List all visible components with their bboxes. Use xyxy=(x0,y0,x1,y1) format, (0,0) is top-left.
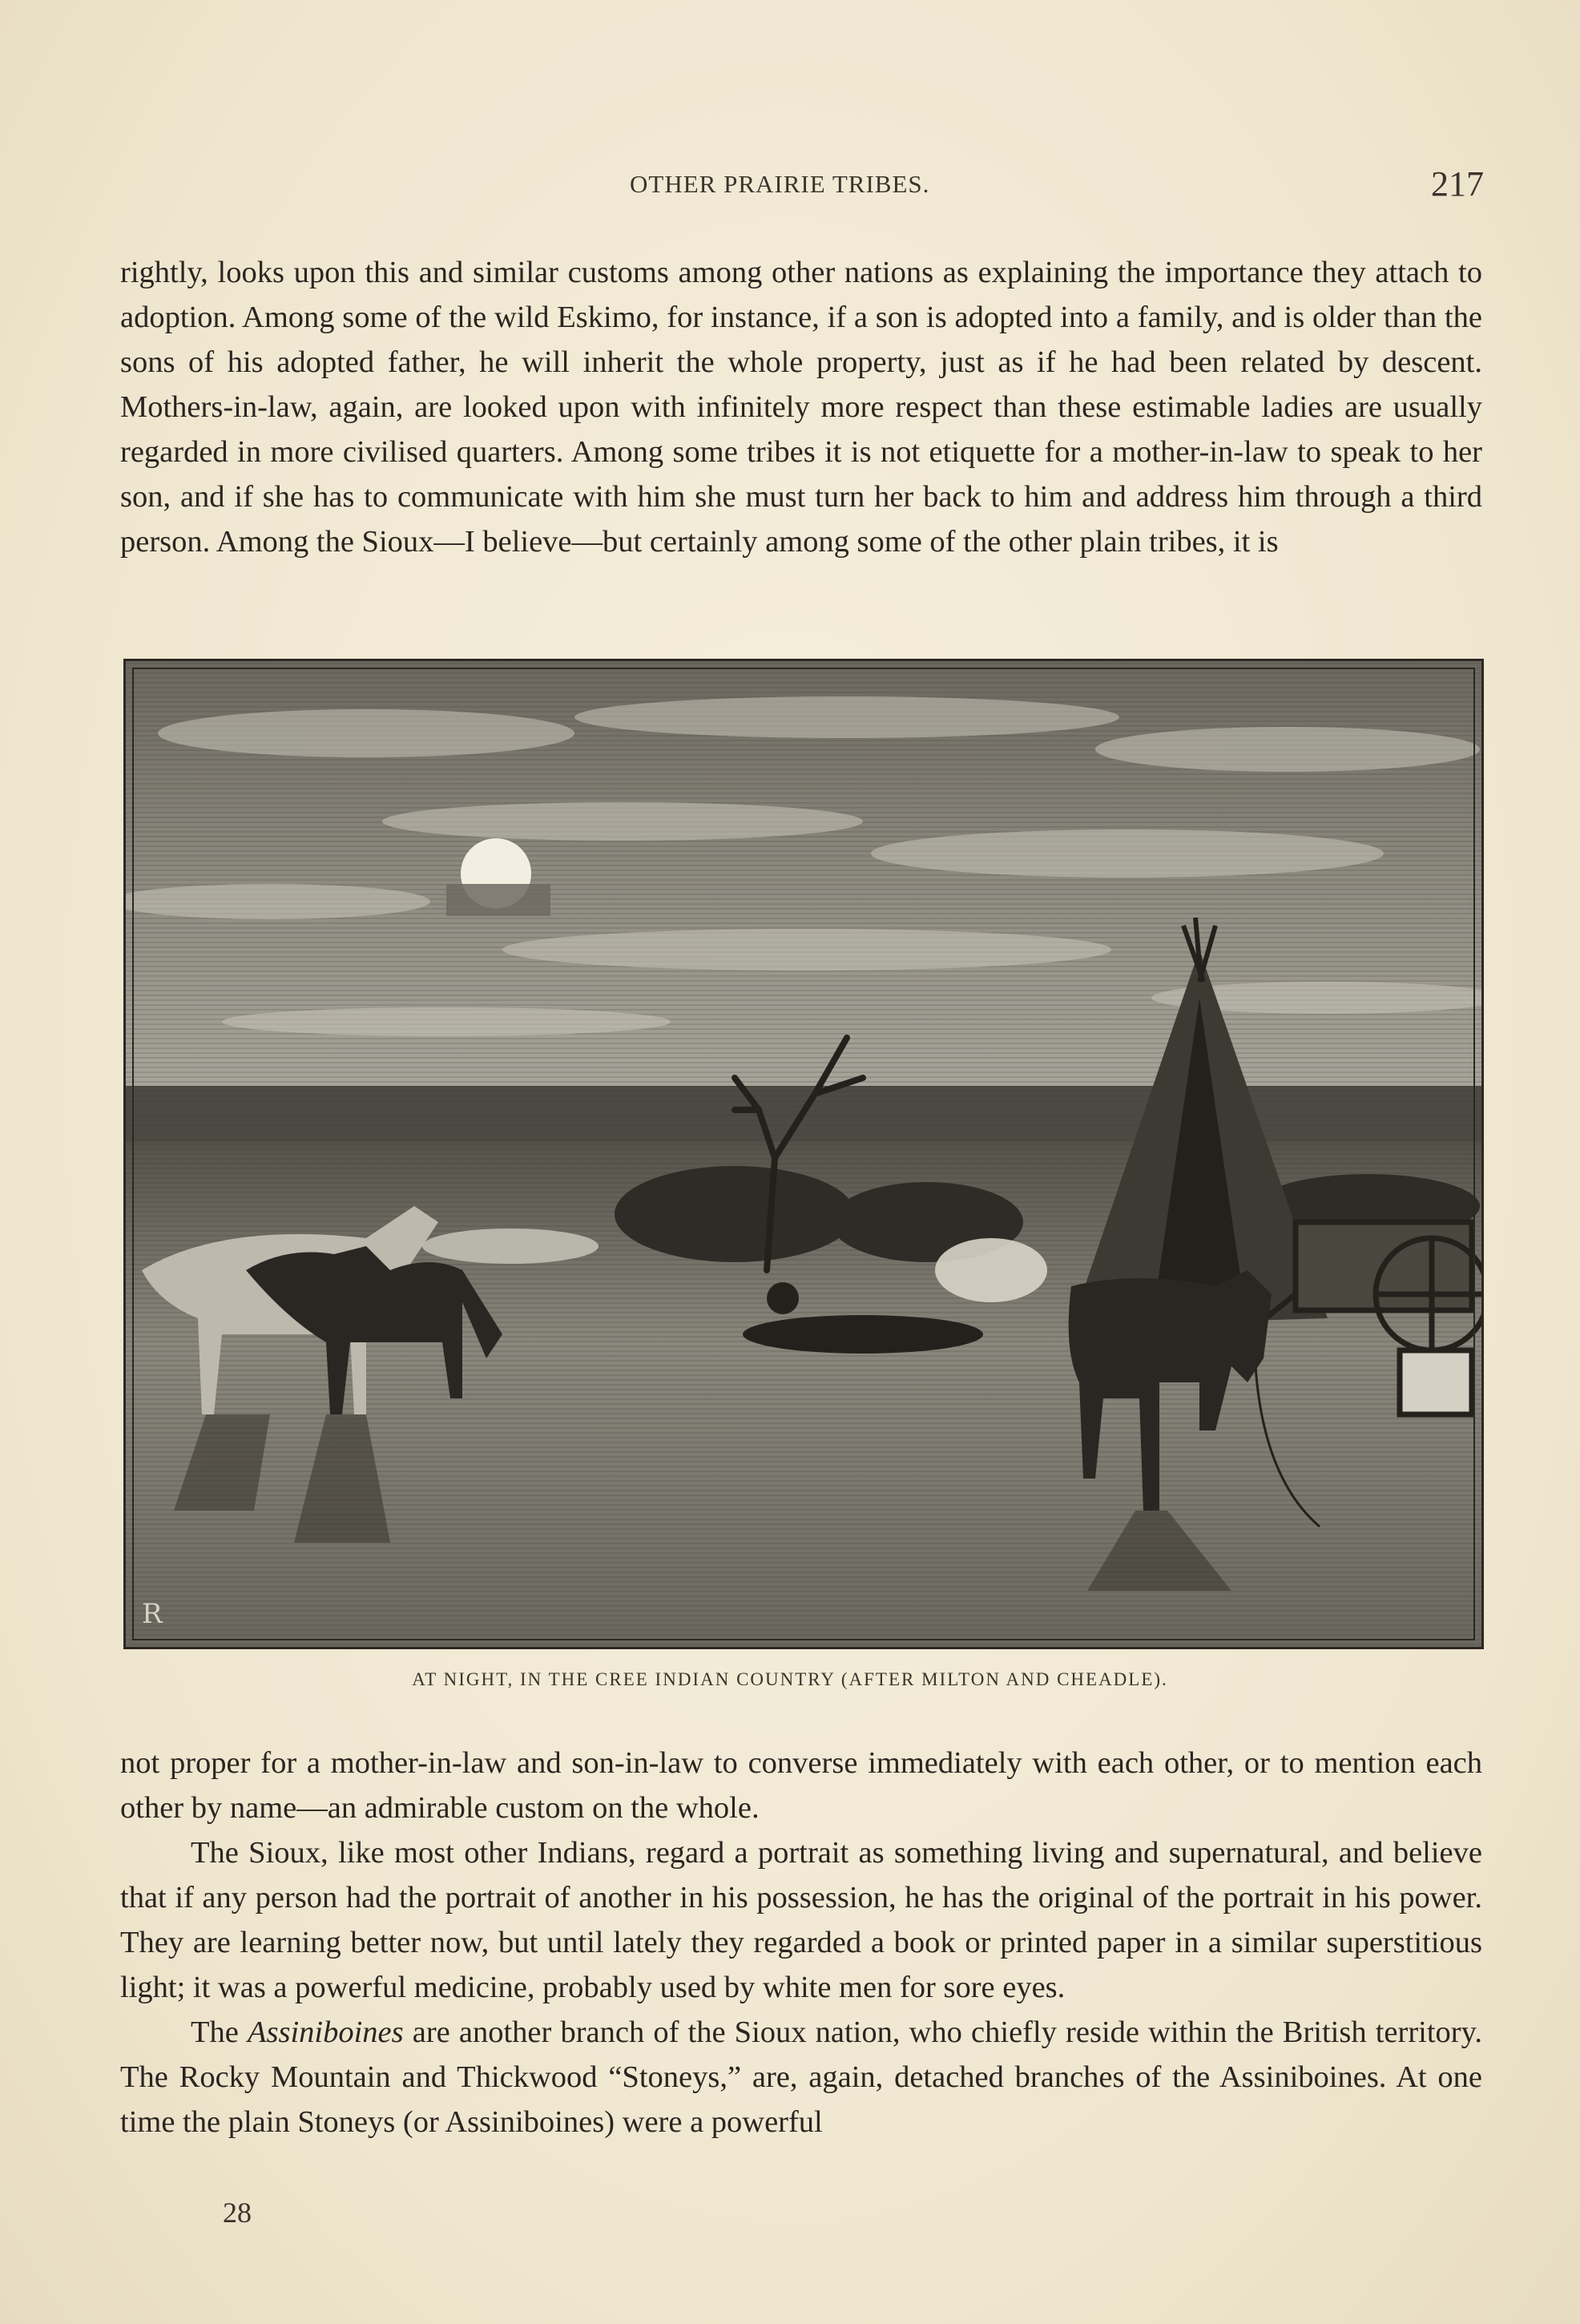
pond xyxy=(422,1229,599,1264)
paragraph-continued: rightly, looks upon this and similar customs among other nations as explaining the importance they attach to adoption. Among some of the wild Eskimo, for instance, if a son is adopted into a family, and is older than the sons of his adopted father, he will inherit the whole property, just as if he had been related by descent. Mothers-in-law, again, are looked upon with infinitely more respect than these estimable ladies are usually regarded in more civilised quarters. Among some tribes it is not etiquette for a mother-in-law to speak to her son, and if she has to communicate with him she must turn her back to him and address him through a third person. Among the Sioux—I believe—but certainly among some of the other plain tribes, it is xyxy=(120,256,1482,559)
figure-caption: AT NIGHT, IN THE CREE INDIAN COUNTRY (AFTER MILTON AND CHEADLE). xyxy=(412,1669,1168,1689)
assiniboines-lead: The xyxy=(191,2015,248,2049)
engraving-illustration xyxy=(123,659,1484,1649)
svg-text:R: R xyxy=(142,1598,163,1630)
top-text-block xyxy=(120,250,1482,564)
night-prairie-scene xyxy=(126,661,1481,1647)
paragraph-continuation: not proper for a mother-in-law and son-in-law to converse immediately with each other, or to mention each other by name—an admirable custom on the whole. xyxy=(120,1746,1482,1825)
page-number: 217 xyxy=(1431,164,1484,204)
paragraph-assiniboines xyxy=(120,2010,1482,2144)
paragraph-portrait: The Sioux, like most other Indians, regard a portrait as something living and supernatural, and believe that if any person had the portrait of another in his possession, he has the original of the portrait in his power. They are learning better now, but until lately they regarded a book or printed paper in a similar superstitious light; it was a powerful medicine, probably used by white men for sore eyes. xyxy=(120,1836,1482,2004)
campfire xyxy=(935,1238,1047,1302)
signature-mark: 28 xyxy=(223,2197,252,2229)
running-head: OTHER PRAIRIE TRIBES. xyxy=(630,170,930,198)
bottom-text-block xyxy=(120,1741,1482,2144)
assiniboines-italic: Assiniboines xyxy=(247,2015,404,2049)
assiniboines-rest: are another branch of the Sioux nation, who chiefly reside within the British territory. The Rocky Mountain and Thickwood “Stoneys,” are, again, detached branches of the Assiniboines. At one time the plain Stoneys (or Assiniboines) were a powerful xyxy=(120,2015,1482,2139)
